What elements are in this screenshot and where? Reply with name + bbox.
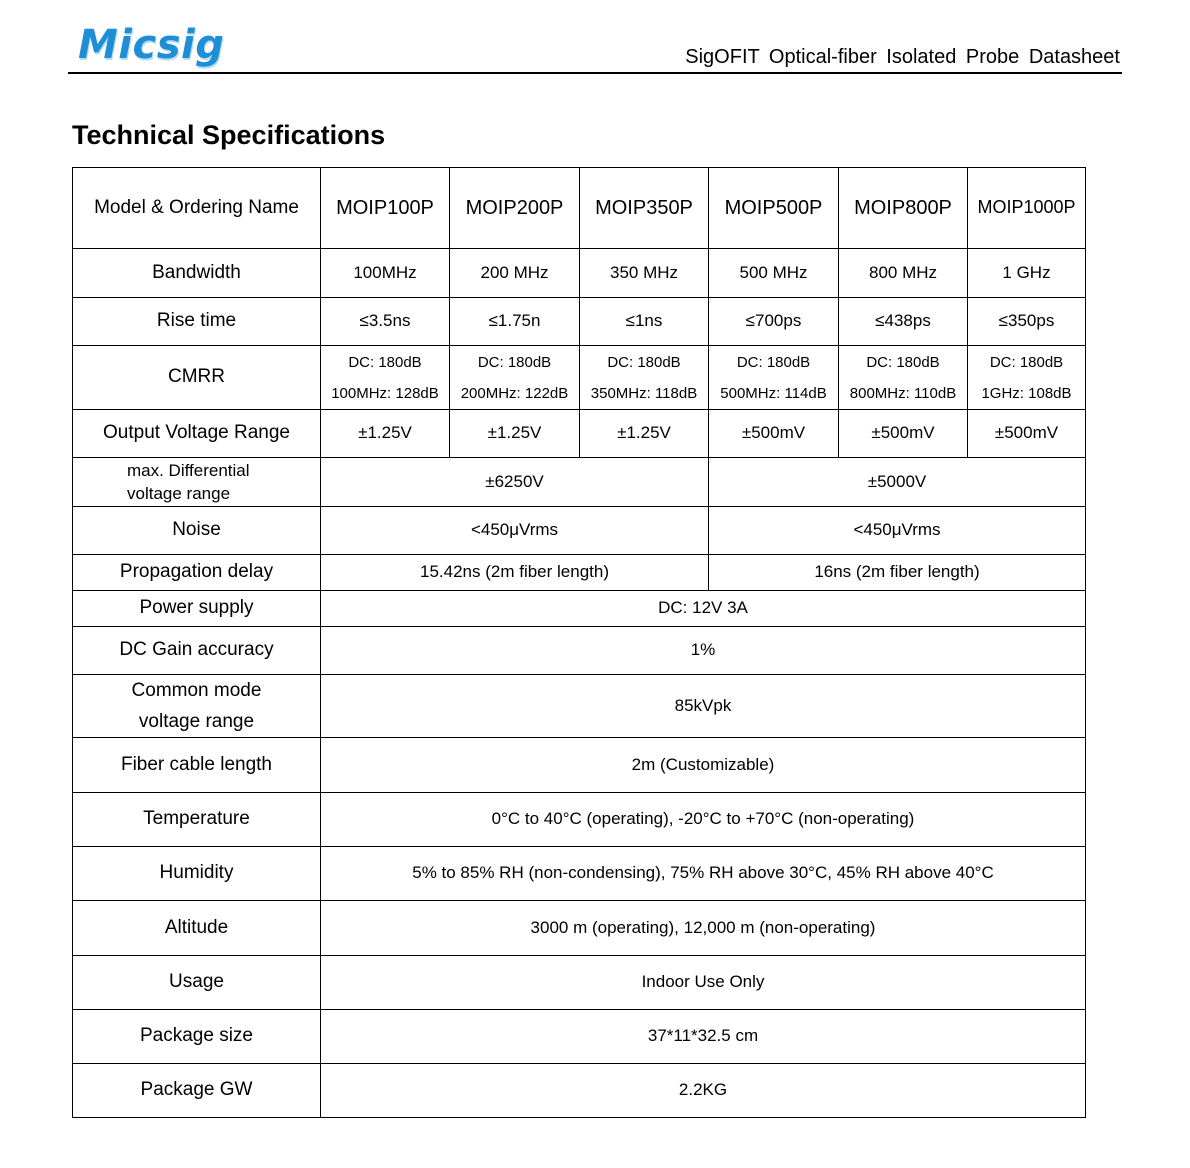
value-cell: 200 MHz <box>450 249 580 298</box>
row-label: CMRR <box>73 346 321 410</box>
value-cell <box>580 346 709 410</box>
model-cell: MOIP500P <box>709 168 839 249</box>
row-dc-gain <box>73 627 1086 675</box>
row-bandwidth <box>73 249 1086 298</box>
value-cell: 3000 m (operating), 12,000 m (non-operating) <box>321 901 1086 956</box>
value-cell: 37*11*32.5 cm <box>321 1010 1086 1064</box>
value-cell: 85kVpk <box>321 675 1086 738</box>
cmrr-hf: 1GHz: 108dB <box>981 384 1072 402</box>
row-package-size <box>73 1010 1086 1064</box>
value-cell: 16ns (2m fiber length) <box>709 555 1086 591</box>
row-model <box>73 168 1086 249</box>
cmrr-dc: DC: 180dB <box>348 353 422 371</box>
value-cell: ±1.25V <box>450 410 580 458</box>
label-line: voltage range <box>127 484 231 503</box>
value-cell: DC: 12V 3A <box>321 591 1086 627</box>
label-line: Common mode <box>131 680 262 701</box>
cmrr-hf: 800MHz: 110dB <box>849 384 957 402</box>
value-cell: ±6250V <box>321 458 709 507</box>
row-label <box>73 458 321 507</box>
header-divider <box>68 72 1122 74</box>
model-cell: MOIP100P <box>321 168 450 249</box>
row-rise-time <box>73 298 1086 346</box>
row-label: Rise time <box>73 298 321 346</box>
row-label: Propagation delay <box>73 555 321 591</box>
value-cell: 0°C to 40°C (operating), -20°C to +70°C (non-operating) <box>321 793 1086 847</box>
value-cell: ±1.25V <box>321 410 450 458</box>
value-cell: Indoor Use Only <box>321 956 1086 1010</box>
row-power-supply <box>73 591 1086 627</box>
model-cell: MOIP350P <box>580 168 709 249</box>
value-cell: 15.42ns (2m fiber length) <box>321 555 709 591</box>
value-cell: ±500mV <box>709 410 839 458</box>
value-cell: ≤700ps <box>709 298 839 346</box>
value-cell: <450μVrms <box>321 507 709 555</box>
row-humidity <box>73 847 1086 901</box>
row-usage <box>73 956 1086 1010</box>
value-cell: ≤350ps <box>968 298 1086 346</box>
value-cell: 1 GHz <box>968 249 1086 298</box>
row-label: Usage <box>73 956 321 1010</box>
value-cell: 800 MHz <box>839 249 968 298</box>
value-cell: ≤3.5ns <box>321 298 450 346</box>
value-cell: ±500mV <box>839 410 968 458</box>
value-cell: 1% <box>321 627 1086 675</box>
value-cell <box>968 346 1086 410</box>
row-label: Bandwidth <box>73 249 321 298</box>
row-label: Power supply <box>73 591 321 627</box>
value-cell: ±5000V <box>709 458 1086 507</box>
row-altitude <box>73 901 1086 956</box>
value-cell: <450μVrms <box>709 507 1086 555</box>
row-package-gw <box>73 1064 1086 1118</box>
row-cmrr <box>73 346 1086 410</box>
row-diff-voltage <box>73 458 1086 507</box>
row-label: Noise <box>73 507 321 555</box>
value-cell: 2.2KG <box>321 1064 1086 1118</box>
value-cell: 100MHz <box>321 249 450 298</box>
value-cell: ±500mV <box>968 410 1086 458</box>
cmrr-dc: DC: 180dB <box>989 353 1064 371</box>
document-title: SigOFIT Optical-fiber Isolated Probe Datasheet <box>685 46 1120 68</box>
row-label: Package size <box>73 1010 321 1064</box>
row-label: DC Gain accuracy <box>73 627 321 675</box>
row-label: Package GW <box>73 1064 321 1118</box>
value-cell <box>450 346 580 410</box>
cmrr-hf: 200MHz: 122dB <box>460 384 569 402</box>
row-label: Model & Ordering Name <box>73 168 321 249</box>
row-label: Output Voltage Range <box>73 410 321 458</box>
value-cell: 2m (Customizable) <box>321 738 1086 793</box>
micsig-logo: Micsig <box>78 22 225 68</box>
row-noise <box>73 507 1086 555</box>
value-cell: ≤1.75n <box>450 298 580 346</box>
row-temperature <box>73 793 1086 847</box>
model-cell: MOIP800P <box>839 168 968 249</box>
value-cell: 5% to 85% RH (non-condensing), 75% RH above 30°C, 45% RH above 40°C <box>321 847 1086 901</box>
value-cell <box>839 346 968 410</box>
row-label: Altitude <box>73 901 321 956</box>
row-common-mode <box>73 675 1086 738</box>
cmrr-dc: DC: 180dB <box>866 353 940 371</box>
label-line: voltage range <box>138 711 255 732</box>
value-cell: ±1.25V <box>580 410 709 458</box>
cmrr-dc: DC: 180dB <box>477 353 552 371</box>
value-cell: ≤438ps <box>839 298 968 346</box>
page-heading: Technical Specifications <box>72 120 386 150</box>
value-cell <box>709 346 839 410</box>
row-fiber-length <box>73 738 1086 793</box>
model-cell: MOIP1000P <box>968 168 1086 249</box>
cmrr-hf: 350MHz: 118dB <box>590 384 698 402</box>
row-propagation <box>73 555 1086 591</box>
cmrr-hf: 100MHz: 128dB <box>331 384 439 402</box>
row-output-voltage <box>73 410 1086 458</box>
row-label: Humidity <box>73 847 321 901</box>
model-cell: MOIP200P <box>450 168 580 249</box>
spec-table <box>72 167 1086 1118</box>
value-cell: 500 MHz <box>709 249 839 298</box>
cmrr-dc: DC: 180dB <box>736 353 811 371</box>
row-label: Fiber cable length <box>73 738 321 793</box>
row-label: Temperature <box>73 793 321 847</box>
value-cell: ≤1ns <box>580 298 709 346</box>
value-cell: 350 MHz <box>580 249 709 298</box>
value-cell <box>321 346 450 410</box>
row-label <box>73 675 321 738</box>
cmrr-dc: DC: 180dB <box>607 353 681 371</box>
cmrr-hf: 500MHz: 114dB <box>720 384 827 402</box>
label-line: max. Differential <box>127 461 250 480</box>
